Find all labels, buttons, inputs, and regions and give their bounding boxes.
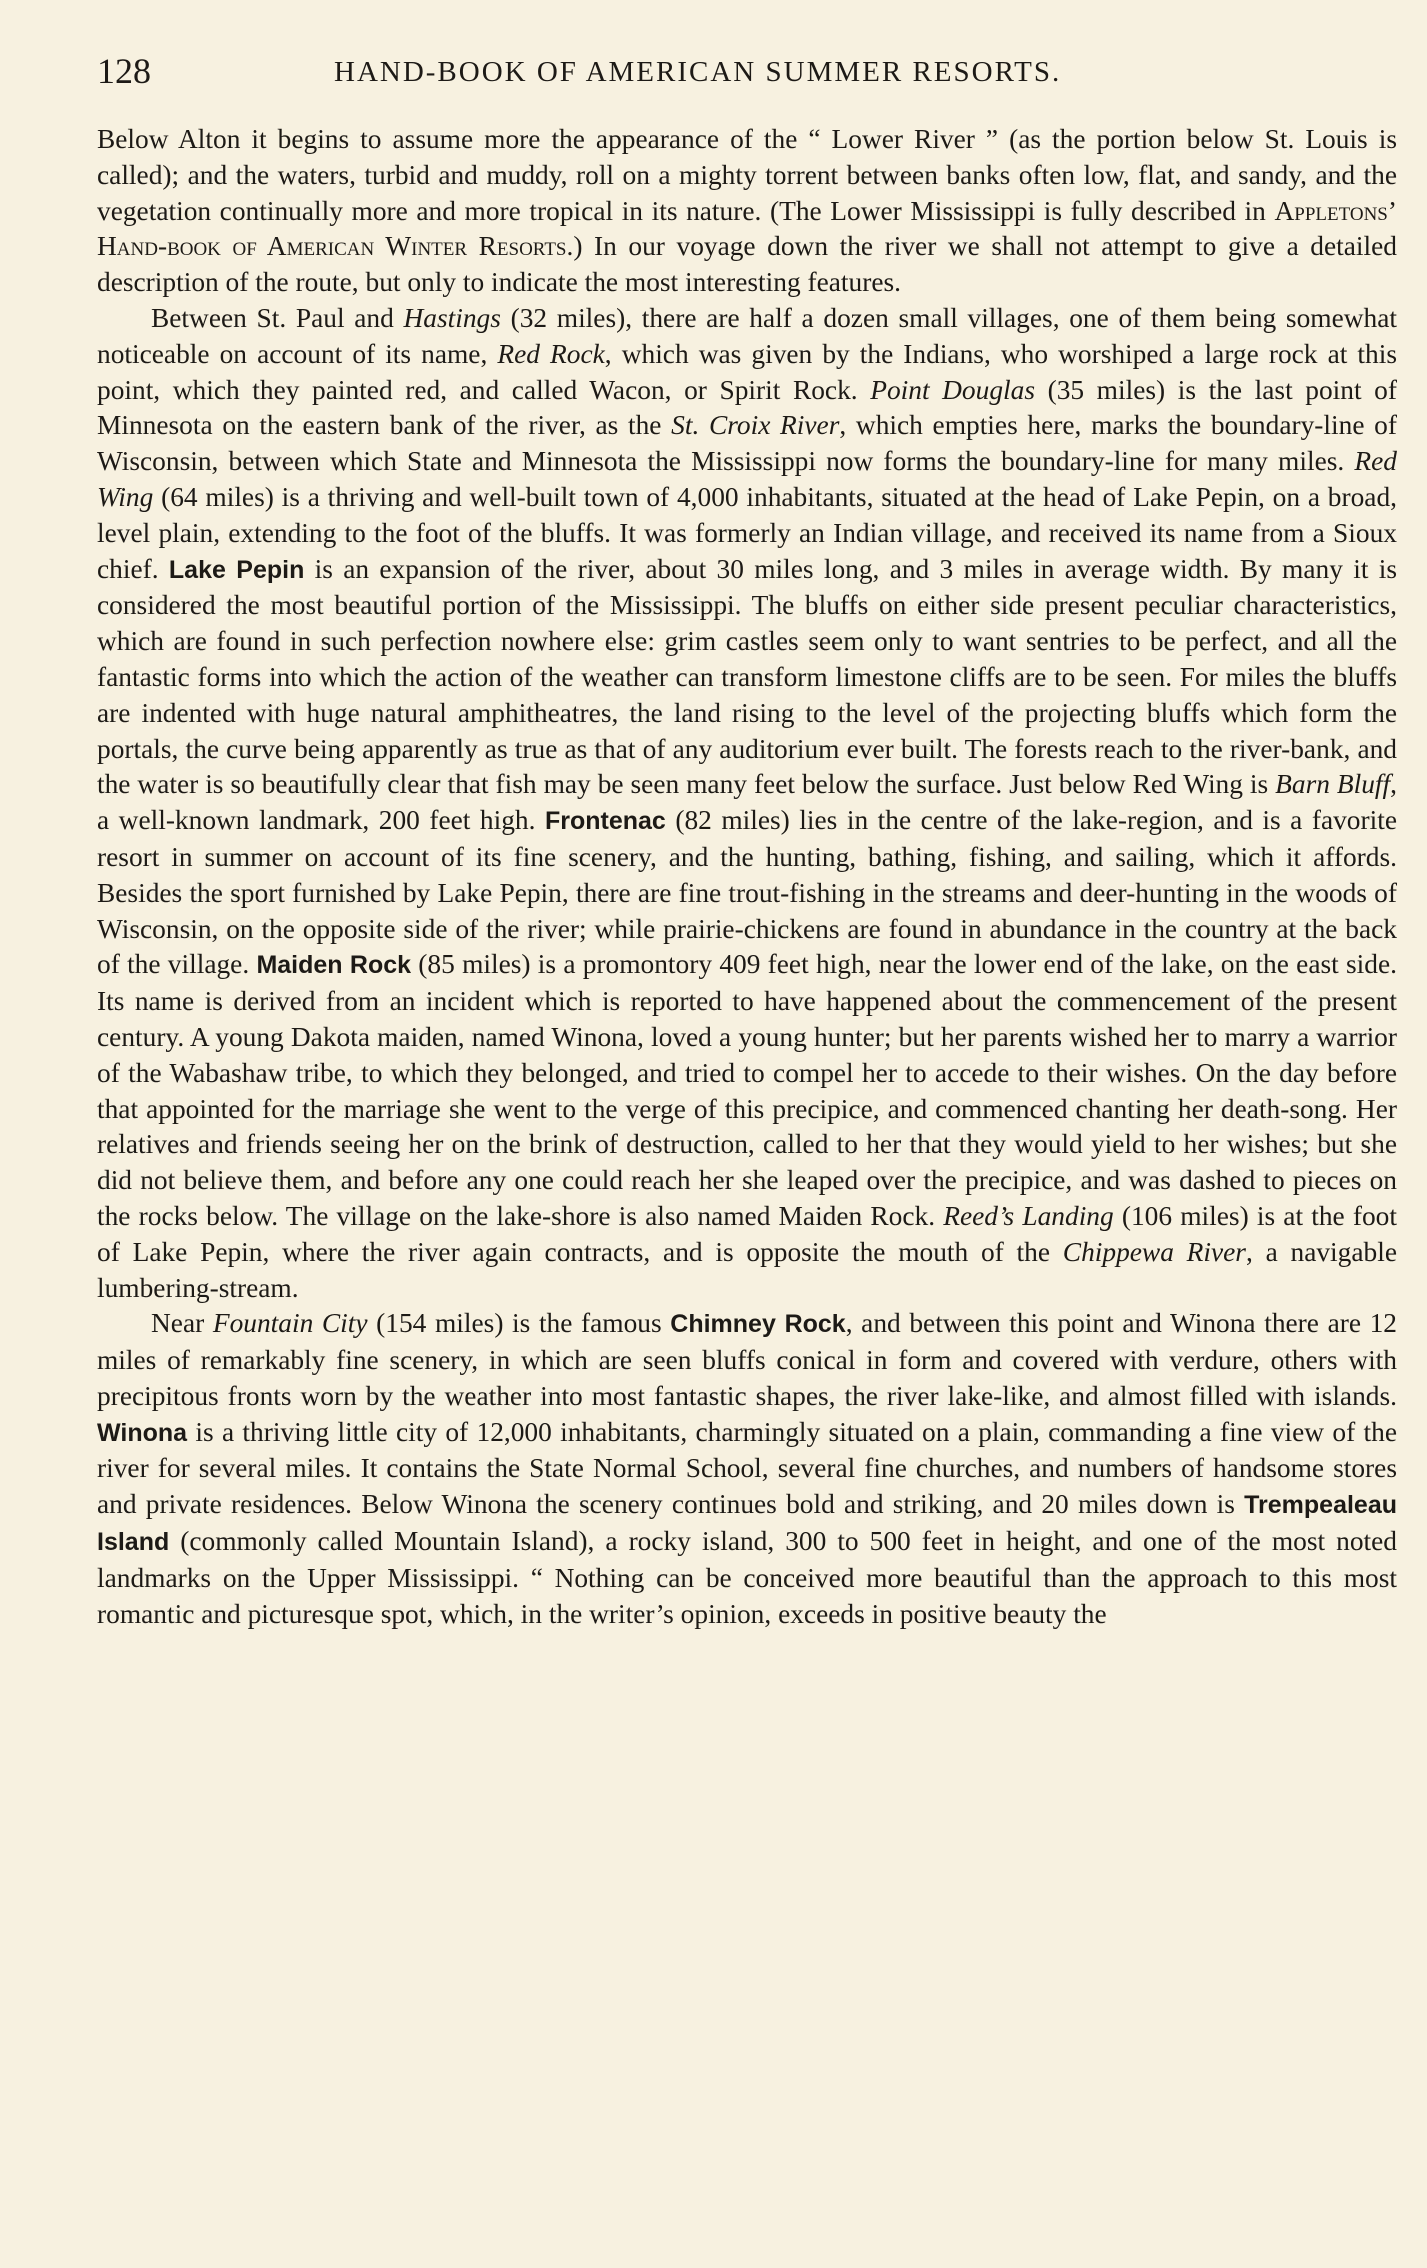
- place-name-bold: Maiden Rock: [256, 951, 412, 980]
- text-run: Between St. Paul and: [151, 302, 404, 333]
- place-name-italic: Point Douglas: [870, 374, 1035, 405]
- place-name-italic: Red Rock: [497, 338, 605, 369]
- place-name-bold: Chimney Rock: [670, 1310, 846, 1339]
- paragraph-fountain-city-to-trempealeau: [97, 1306, 1397, 1632]
- text-run: is a thriving little city of 12,000 inhabitants, charmingly situated on a plain, commanding a fine view of the river for several miles. It contains the State Normal School, several fine churches, and numbers of handsome stores and private residences. Below Winona the scenery continues bold and striking, and 20 miles down is: [97, 1416, 1397, 1520]
- text-run: (106 miles) is at the foot of Lake Pepin, where the river again contracts, and is opposite the mouth of the: [97, 1200, 1397, 1267]
- text-run: (154 miles) is the famous: [367, 1308, 671, 1339]
- text-run: (commonly called Mountain Island), a rocky island, 300 to 500 feet in height, and one of the most noted landmarks on the Upper Mississippi. “ Nothing can be conceived more beautiful than the approach to this most romantic and picturesque spot, which, in the writer’s opinion, exceeds in positive beauty the: [97, 1526, 1397, 1629]
- text-run: is an expansion of the river, about 30 miles long, and 3 miles in average width. By many it is considered the most beautiful portion of the Mississippi. The bluffs on either side present peculiar characteristics, which are found in such perfection nowhere else: grim castles seem only to want sentries to be perfect, and all the fantastic forms into which the action of the weather can transform limestone cliffs are to be seen. For miles the bluffs are indented with huge natural amphitheatres, the land rising to the level of the projecting bluffs which form the portals, the curve being apparently as true as that of any auditorium ever built. The forests reach to the river-bank, and the water is so beautifully clear that fish may be seen many feet below the surface. Just below Red Wing is: [97, 553, 1397, 800]
- text-run: Below Alton it begins to assume more the appearance of the “ Lower River ” (as the portion below St. Louis is called); and the waters, turbid and muddy, roll on a mighty torrent between banks often low, flat, and sandy, and the vegetation continually more and more tropical in its nature. (The Lower Mississippi is fully described in: [97, 124, 1397, 226]
- text-run: , a well-known landmark, 200 feet high.: [97, 769, 1397, 836]
- paragraph-st-paul-to-reeds-landing: [97, 301, 1397, 1306]
- text-run: Near: [151, 1308, 213, 1339]
- body-text: [97, 122, 1397, 1632]
- place-name-bold: Winona: [97, 1418, 188, 1447]
- text-run: , and between this point and Winona there are 12 miles of remarkably fine scenery, in which are seen bluffs conical in form and covered with verdure, others with precipitous fronts worn by the weather into most fantastic shapes, the river lake-like, and almost filled with islands.: [97, 1308, 1398, 1411]
- page-header: [97, 42, 1397, 102]
- text-run: .) In our voyage down the river we shall not attempt to give a detailed description of the route, but only to indicate the most interesting features.: [97, 231, 1397, 298]
- text-run: (35 miles) is the last point of Minnesota on the eastern bank of the river, as the: [97, 374, 1397, 441]
- text-run: (32 miles), there are half a dozen small villages, one of them being somewhat noticeable on account of its name,: [97, 302, 1397, 369]
- paragraph-alton: [97, 122, 1397, 301]
- page-number: 128: [97, 51, 151, 91]
- text-run: , which empties here, marks the boundary-line of Wisconsin, between which State and Minnesota the Mississippi now forms the boundary-line for many miles.: [97, 410, 1397, 477]
- book-title-reference: Appletons’ Hand-book of American Winter Resorts: [97, 195, 1397, 262]
- place-name-italic: Reed’s Landing: [943, 1200, 1114, 1231]
- place-name-italic: St. Croix River: [671, 410, 840, 441]
- place-name-italic: Red Wing: [97, 446, 1397, 512]
- place-name-italic: Chippewa River: [1062, 1236, 1246, 1267]
- place-name-italic: Fountain City: [212, 1308, 368, 1339]
- place-name-bold: Frontenac: [544, 807, 666, 836]
- text-run: (64 miles) is a thriving and well-built town of 4,000 inhabitants, situated at the head of Lake Pepin, on a broad, level plain, extending to the foot of the bluffs. It was formerly an Indian village, and received its name from a Sioux chief.: [97, 481, 1397, 584]
- text-run: (82 miles) lies in the centre of the lake-region, and is a favorite resort in summer on account of its fine scenery, and the hunting, bathing, fishing, and sailing, which it affords. Besides the sport furnished by Lake Pepin, there are fine trout-fishing in the streams and deer-hunting in the woods of Wisconsin, on the opposite side of the river; while prairie-chickens are found in abundance in the country at the back of the village.: [97, 805, 1397, 980]
- text-run: (85 miles) is a promontory 409 feet high, near the lower end of the lake, on the east side. Its name is derived from an incident which is reported to have happened about the commencement of the present century. A young Dakota maiden, named Winona, loved a young hunter; but her parents wished her to marry a warrior of the Wabashaw tribe, to which they belonged, and tried to compel her to accede to their wishes. On the day before that appointed for the marriage she went to the verge of this precipice, and commenced chanting her death-song. Her relatives and friends seeing her on the brink of destruction, called to her that they would yield to her wishes; but she did not believe them, and before any one could reach her she leaped over the precipice, and was dashed to pieces on the rocks below. The village on the lake-shore is also named Maiden Rock.: [97, 949, 1397, 1231]
- text-run: , which was given by the Indians, who worshiped a large rock at this point, which they painted red, and called Wacon, or Spirit Rock.: [97, 338, 1397, 405]
- place-name-italic: Hastings: [403, 302, 501, 333]
- place-name-bold: Trempealeau Island: [97, 1491, 1397, 1557]
- text-run: , a navigable lumbering-stream.: [97, 1236, 1397, 1303]
- place-name-italic: Barn Bluff: [1275, 769, 1391, 800]
- running-head: HAND-BOOK OF AMERICAN SUMMER RESORTS.: [334, 56, 1062, 88]
- place-name-bold: Lake Pepin: [168, 555, 305, 584]
